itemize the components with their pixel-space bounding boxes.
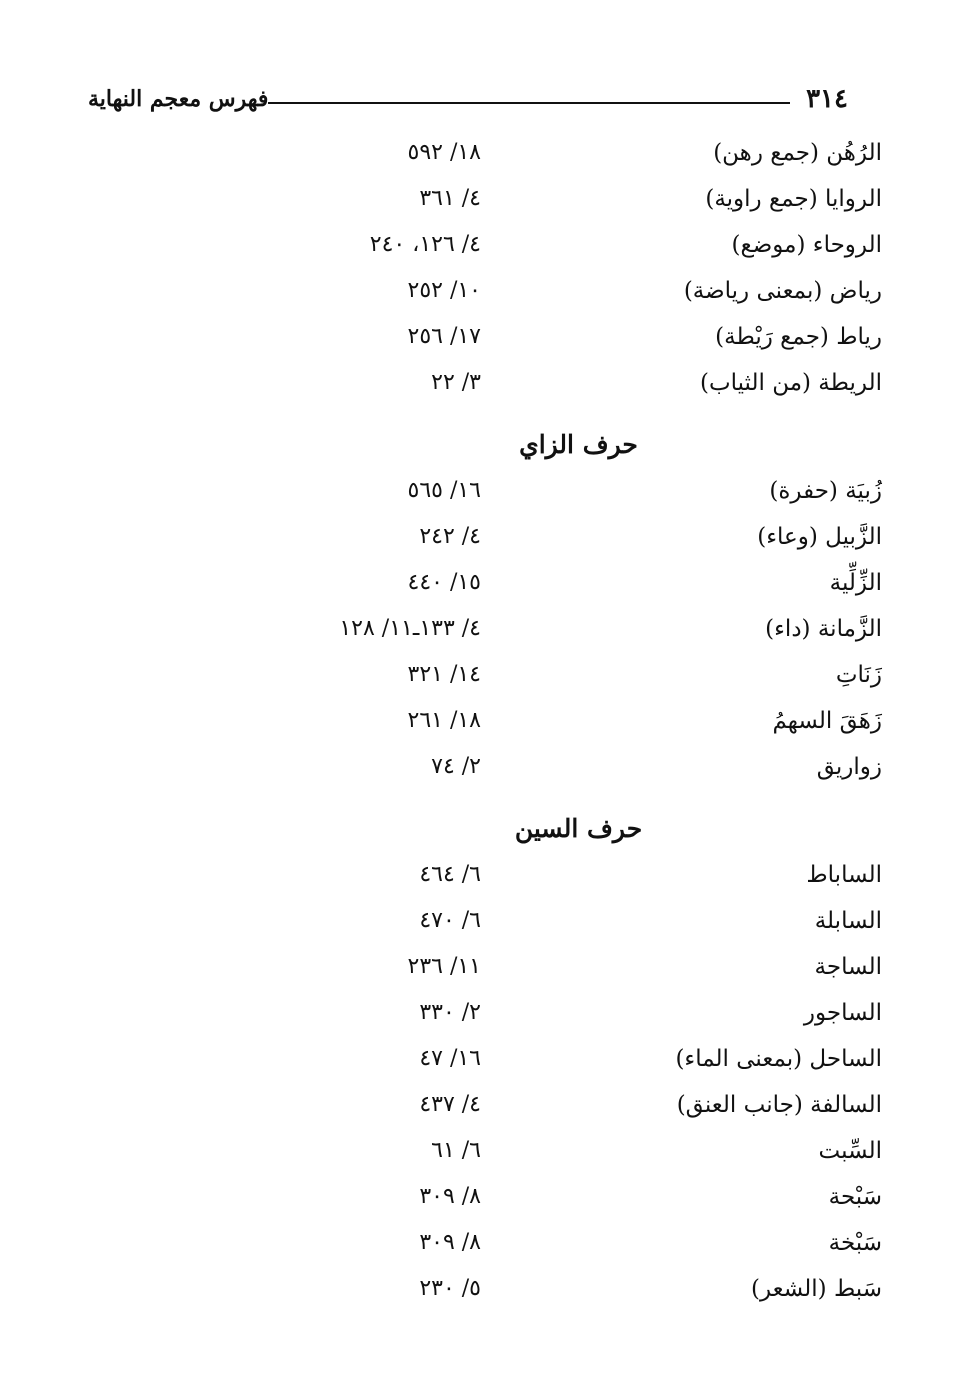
entry-reference: ٢/ ٧٤ (431, 754, 481, 779)
entry-reference: ١١/ ٢٣٦ (407, 954, 481, 979)
index-entry (0, 708, 957, 748)
entry-term: زَنَاتِ (835, 662, 882, 688)
index-entry (0, 370, 957, 410)
entry-reference: ١٦/ ٥٦٥ (407, 478, 481, 503)
index-entry (0, 278, 957, 318)
entry-reference: ٦/ ٤٦٤ (419, 862, 481, 887)
entry-term: الروايا (جمع راوية) (705, 186, 882, 212)
entry-reference: ٤/ ٤٣٧ (419, 1092, 481, 1117)
entry-reference: ٦/ ٦١ (431, 1138, 481, 1163)
entry-term: الروحاء (موضع) (731, 232, 882, 258)
index-entry (0, 1092, 957, 1132)
entry-term: الساجة (814, 954, 882, 980)
entry-reference: ١٠/ ٢٥٢ (407, 278, 481, 303)
index-entry (0, 140, 957, 180)
index-entry (0, 1138, 957, 1178)
entry-term: الزَّمانة (داء) (765, 616, 882, 642)
running-header (88, 80, 848, 120)
entry-term: سَبْخة (828, 1230, 882, 1256)
index-entry (0, 1000, 957, 1040)
entry-term: الساحل (بمعنى الماء) (675, 1046, 882, 1072)
index-entry (0, 1184, 957, 1224)
index-entry (0, 232, 957, 272)
entry-reference: ١٦/ ٤٧ (419, 1046, 481, 1071)
entry-term: السابلة (814, 908, 882, 934)
index-entry (0, 186, 957, 226)
entry-term: الزَّبيل (وعاء) (757, 524, 882, 550)
entry-reference: ١٧/ ٢٥٦ (407, 324, 481, 349)
entry-reference: ١٨/ ٥٩٢ (407, 140, 481, 165)
entry-term: زَهَقَ السهمُ (772, 708, 882, 734)
running-title: فهرس معجم النهاية (88, 86, 269, 112)
index-entry (0, 478, 957, 518)
entry-term: الريطة (من الثياب) (699, 370, 882, 396)
entry-reference: ١٤/ ٣٢١ (407, 662, 481, 687)
entry-term: سَبْحة (828, 1184, 882, 1210)
entry-reference: ٤/ ٢٤٢ (419, 524, 481, 549)
index-entry (0, 324, 957, 364)
index-entry (0, 1230, 957, 1270)
index-entry (0, 1046, 957, 1086)
index-entry (0, 908, 957, 948)
entry-reference: ٨/ ٣٠٩ (419, 1184, 481, 1209)
index-entry (0, 862, 957, 902)
entry-reference: ٨/ ٣٠٩ (419, 1230, 481, 1255)
entry-term: زُبيَة (حفرة) (769, 478, 882, 504)
section-heading-zay (0, 430, 957, 459)
entry-reference: ٦/ ٤٧٠ (419, 908, 481, 933)
section-heading-label: حرف السين (514, 814, 643, 843)
entry-term: رياض (بمعنى رياضة) (683, 278, 882, 304)
entry-reference: ٤/ ٣٦١ (419, 186, 481, 211)
entry-term: زواريق (816, 754, 882, 780)
page-number: ٣١٤ (806, 84, 848, 114)
entry-reference: ١٥/ ٤٤٠ (407, 570, 481, 595)
entry-reference: ٥/ ٢٣٠ (419, 1276, 481, 1301)
entry-term: الزِّلِّية (829, 570, 882, 596)
index-entry (0, 616, 957, 656)
index-entry (0, 662, 957, 702)
entry-reference: ٢/ ٣٣٠ (419, 1000, 481, 1025)
entry-term: السِّبت (818, 1138, 882, 1164)
entry-term: الرُهُن (جمع رهن) (713, 140, 882, 166)
index-entry (0, 754, 957, 794)
entry-term: سَبط (الشعر) (750, 1276, 882, 1302)
entry-term: الساباط (806, 862, 882, 888)
section-heading-label: حرف الزاي (519, 430, 638, 459)
entry-reference: ٤/ ١٢٦، ٢٤٠ (369, 232, 481, 257)
index-entry (0, 570, 957, 610)
entry-term: السالفة (جانب العنق) (676, 1092, 882, 1118)
entry-reference: ٤/ ١٣٣ـ١١/ ١٢٨ (339, 616, 481, 641)
header-rule (268, 102, 790, 104)
section-heading-sin (0, 814, 957, 843)
index-entry (0, 954, 957, 994)
index-entry (0, 1276, 957, 1316)
index-entry (0, 524, 957, 564)
entry-reference: ٣/ ٢٢ (431, 370, 481, 395)
entry-term: رياط (جمع رَيْطة) (715, 324, 882, 350)
entry-reference: ١٨/ ٢٦١ (407, 708, 481, 733)
entry-term: الساجور (803, 1000, 882, 1026)
